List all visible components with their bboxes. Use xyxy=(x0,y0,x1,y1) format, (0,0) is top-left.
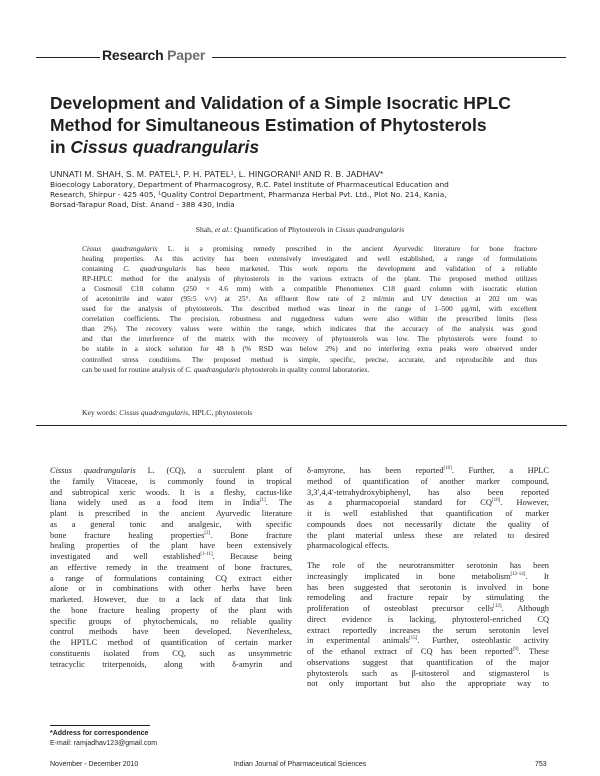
body-line xyxy=(307,498,549,509)
running-head-author: Shah, xyxy=(195,225,215,234)
citation: [12] xyxy=(493,604,502,610)
keywords-species: Cissus quadrangularis xyxy=(119,408,189,417)
affiliation-line: Borsad-Tarapur Road, Dist. Anand - 388 430, India xyxy=(50,200,235,209)
abstract-text: phytosterols in quality control laboratories. xyxy=(239,364,370,374)
section-divider xyxy=(36,425,567,426)
running-head-title: : Quantification of Phytosterols in xyxy=(229,225,336,234)
page-number: 753 xyxy=(535,761,547,768)
body-text: . Further, osteoblastic activity xyxy=(417,636,549,646)
keywords-rest: , HPLC, phytosterols xyxy=(188,408,253,417)
body-text: bone fracture healing properties xyxy=(50,530,205,540)
body-line: plant is prescribed in the ancient Ayurvedic literature xyxy=(50,509,292,518)
body-line: an effective remedy in the treatment of bone fractures, xyxy=(50,562,292,572)
body-line: it is well established that quantification of marker xyxy=(307,509,549,518)
abstract-line xyxy=(82,244,537,254)
body-text: increasingly implicated in bone metabolism xyxy=(307,571,511,581)
abstract xyxy=(82,244,537,375)
body-line: direct evidence is lacking, phytosterol-enriched CQ xyxy=(307,614,549,624)
body-line: constituents isolated from CQ, such as unsymmetric xyxy=(50,648,292,658)
body-text: in experimental animals xyxy=(307,636,409,646)
abstract-line: a Cosmosil C18 column (250 × 4.6 mm) with a compatible Phenomenex C18 guard column with isocratic elution xyxy=(82,284,537,294)
citation: [10] xyxy=(491,498,501,504)
title-line: Method for Simultaneous Estimation of Phytosterols xyxy=(50,115,487,135)
header-rule-right xyxy=(212,57,566,58)
body-line: and subtropical xeric woods. It is a fleshy, cactus-like xyxy=(50,487,292,497)
abstract-line: and that the interference of the matrix with the recovery of phytosterols was low. The phytosterols were found to xyxy=(82,334,537,344)
body-text: . The xyxy=(265,498,292,508)
abstract-line: used for the analysis of phytosterols. The described method was linear in the range of 1–500 μg/ml, with excellent xyxy=(82,304,537,314)
body-text: δ-amyrone, has been reported xyxy=(307,466,444,475)
body-text: . Further, a HPLC xyxy=(451,466,549,475)
body-line xyxy=(307,636,549,647)
body-line: method of quantification of another marker compound, xyxy=(307,476,549,486)
title-species: Cissus quadrangularis xyxy=(70,137,260,157)
body-text: of the ethanol extract of CQ has been reported xyxy=(307,647,513,656)
body-line xyxy=(307,572,549,583)
footnote-title: *Address for correspondence xyxy=(50,730,149,737)
abstract-line xyxy=(82,365,537,375)
body-text: . These xyxy=(518,647,549,656)
body-line xyxy=(50,552,292,563)
body-line: remodeling and fracture repair by stimulating the xyxy=(307,593,549,603)
authors: UNNATI M. SHAH, S. M. PATEL¹, P. H. PATEL¹, L. HINGORANI¹ AND R. B. JADHAV* xyxy=(50,169,384,179)
body-line: marketed. However, due to a lack of data that link xyxy=(50,595,292,604)
body-line: the HPTLC method of quantification of certain marker xyxy=(50,638,292,647)
body-line: the bone fracture healing property of the plant with xyxy=(50,605,292,615)
abstract-species: C. quadrangularis xyxy=(185,364,240,374)
citation: [15] xyxy=(408,636,418,642)
body-species: Cissus quadrangularis xyxy=(50,466,136,475)
body-text: liana widely used as a food item in India xyxy=(50,498,260,508)
abstract-text: has been marketed. This work reports the development and validation of a reliable xyxy=(186,264,538,274)
title-prefix: in xyxy=(50,137,71,157)
citation: [12-14] xyxy=(510,571,526,577)
section-label xyxy=(102,47,205,63)
section-label-light: Paper xyxy=(167,47,206,63)
body-line: phytosterols such as β-sitosterol and stigmasterol is xyxy=(307,668,549,678)
title-line: Development and Validation of a Simple Isocratic HPLC xyxy=(50,93,511,113)
abstract-line: be stable in a stock solution for 48 h (% RSD was below 2%) and no interfering extra peaks were observed under xyxy=(82,344,537,354)
body-line: control methods have been developed. Nevertheless, xyxy=(50,627,292,637)
keywords xyxy=(82,408,252,417)
body-text: investigated and well established xyxy=(50,552,201,561)
body-line: has been suggested that serotonin is involved in bone xyxy=(307,582,549,592)
article-title xyxy=(50,92,570,158)
body-column-right xyxy=(307,466,549,690)
footnote-email: E-mail: ramjadhav123@gmail.com xyxy=(50,740,158,747)
body-line xyxy=(307,647,549,658)
footnote-rule xyxy=(50,725,150,726)
abstract-line xyxy=(82,264,537,274)
abstract-line: RP-HPLC method for the analysis of phytosterols in the various extracts of the plant. The proposed method utilizes xyxy=(82,274,537,284)
body-line: observations suggest that quantification of the major xyxy=(307,657,549,667)
body-line: as a general tonic and analgesic, with specific xyxy=(50,519,292,529)
body-line: alone or in combinations with other herbs have been xyxy=(50,584,292,594)
abstract-line: than 2%). The recovery values were within the range, which indicates that the accuracy of the analysis was good xyxy=(82,324,537,334)
body-line: not only important but also the appropriate way to xyxy=(307,679,549,689)
section-label-bold: Research xyxy=(102,47,164,63)
affiliation xyxy=(50,180,570,210)
body-line xyxy=(50,531,292,542)
body-line: compounds does not necessarily dictate the quality of xyxy=(307,519,549,529)
body-text: . However, xyxy=(500,498,550,508)
body-text: . Because being xyxy=(212,552,292,561)
abstract-species: Cissus quadrangularis xyxy=(82,244,158,253)
body-line xyxy=(307,466,549,477)
body-line: tetracyclic triterpenoids, along with δ-amyrin and xyxy=(50,659,292,669)
citation: [2] xyxy=(204,530,211,536)
body-line: the family Vitaceae, is commonly found in tropical xyxy=(50,476,292,486)
footer-date: November - December 2010 xyxy=(50,761,139,768)
abstract-line: healing properties. As this activity has been extensively investigated and well established, a range of formulations xyxy=(82,254,537,264)
running-head-etal: et al. xyxy=(214,225,230,234)
body-text: . Although xyxy=(501,604,549,613)
abstract-line: controlled stress conditions. The proposed method is simple, specific, precise, accurate, and reproducible and thus xyxy=(82,354,537,364)
body-text: . Bone fracture xyxy=(210,530,292,540)
abstract-text: containing xyxy=(82,264,124,274)
body-line: pharmacological effects. xyxy=(307,541,390,551)
body-line: the plant material unless these are related to desired xyxy=(307,530,549,540)
body-text: L. (CQ), a succulent plant of xyxy=(147,466,293,475)
citation: [10] xyxy=(443,466,452,472)
body-line: specific groups of phytochemicals, no reliable quality xyxy=(50,616,292,626)
body-column-left xyxy=(50,466,292,670)
paragraph-gap xyxy=(307,552,549,561)
citation: [9] xyxy=(512,647,519,653)
affiliation-line: Bioecology Laboratory, Department of Pharmacogrosy, R.C. Patel Institute of Pharmaceutical Education and xyxy=(50,180,449,189)
abstract-line: correlation coefficients. The precision, robustness and ruggedness values were also within the prescribed limits (less xyxy=(82,314,537,324)
keywords-label: Key words: xyxy=(82,408,120,417)
body-line: a range of formulations containing CQ extract either xyxy=(50,573,292,583)
title-line xyxy=(50,136,570,158)
affiliation-line: Research, Shirpur - 425 405, ¹Quality Control Department, Pharmanza Herbal Pvt. Ltd., Plot No. 214, Kania, xyxy=(50,190,447,199)
abstract-text: can be used for routine analysis of xyxy=(82,364,186,374)
running-head xyxy=(0,225,600,234)
running-head-species: Cissus quadrangularis xyxy=(335,225,405,234)
body-text: proliferation of osteoblast precursor cells xyxy=(307,604,494,613)
body-text: . It xyxy=(525,571,549,581)
abstract-line: of acetonitrile and water (95:5 v/v) at 25°. An effluent flow rate of 2 ml/min and UV detection at 202 nm was xyxy=(82,294,537,304)
body-line: The role of the neurotransmitter serotonin has been xyxy=(307,561,549,570)
citation: [1] xyxy=(259,498,266,504)
abstract-text: L. is a promising remedy prescribed in the ancient Ayurvedic literature for bone fracture xyxy=(157,244,537,253)
footer-journal: Indian Journal of Pharmaceutical Sciences xyxy=(233,761,367,768)
abstract-species: C. quadrangularis xyxy=(123,264,186,274)
body-line xyxy=(50,466,292,477)
header-rule-left xyxy=(36,57,100,58)
body-line: extract reportedly increases the serum serotonin level xyxy=(307,625,549,635)
body-line xyxy=(307,604,549,615)
body-line: 3,3′,4,4′-tetrahydroxybiphenyl, has also been reported xyxy=(307,487,549,497)
body-line xyxy=(50,498,292,509)
body-text: as a pharmacopoeial standard for CQ xyxy=(307,498,492,508)
body-line: healing properties of the plant have been extensively xyxy=(50,541,292,551)
citation: [1-11] xyxy=(200,552,213,558)
